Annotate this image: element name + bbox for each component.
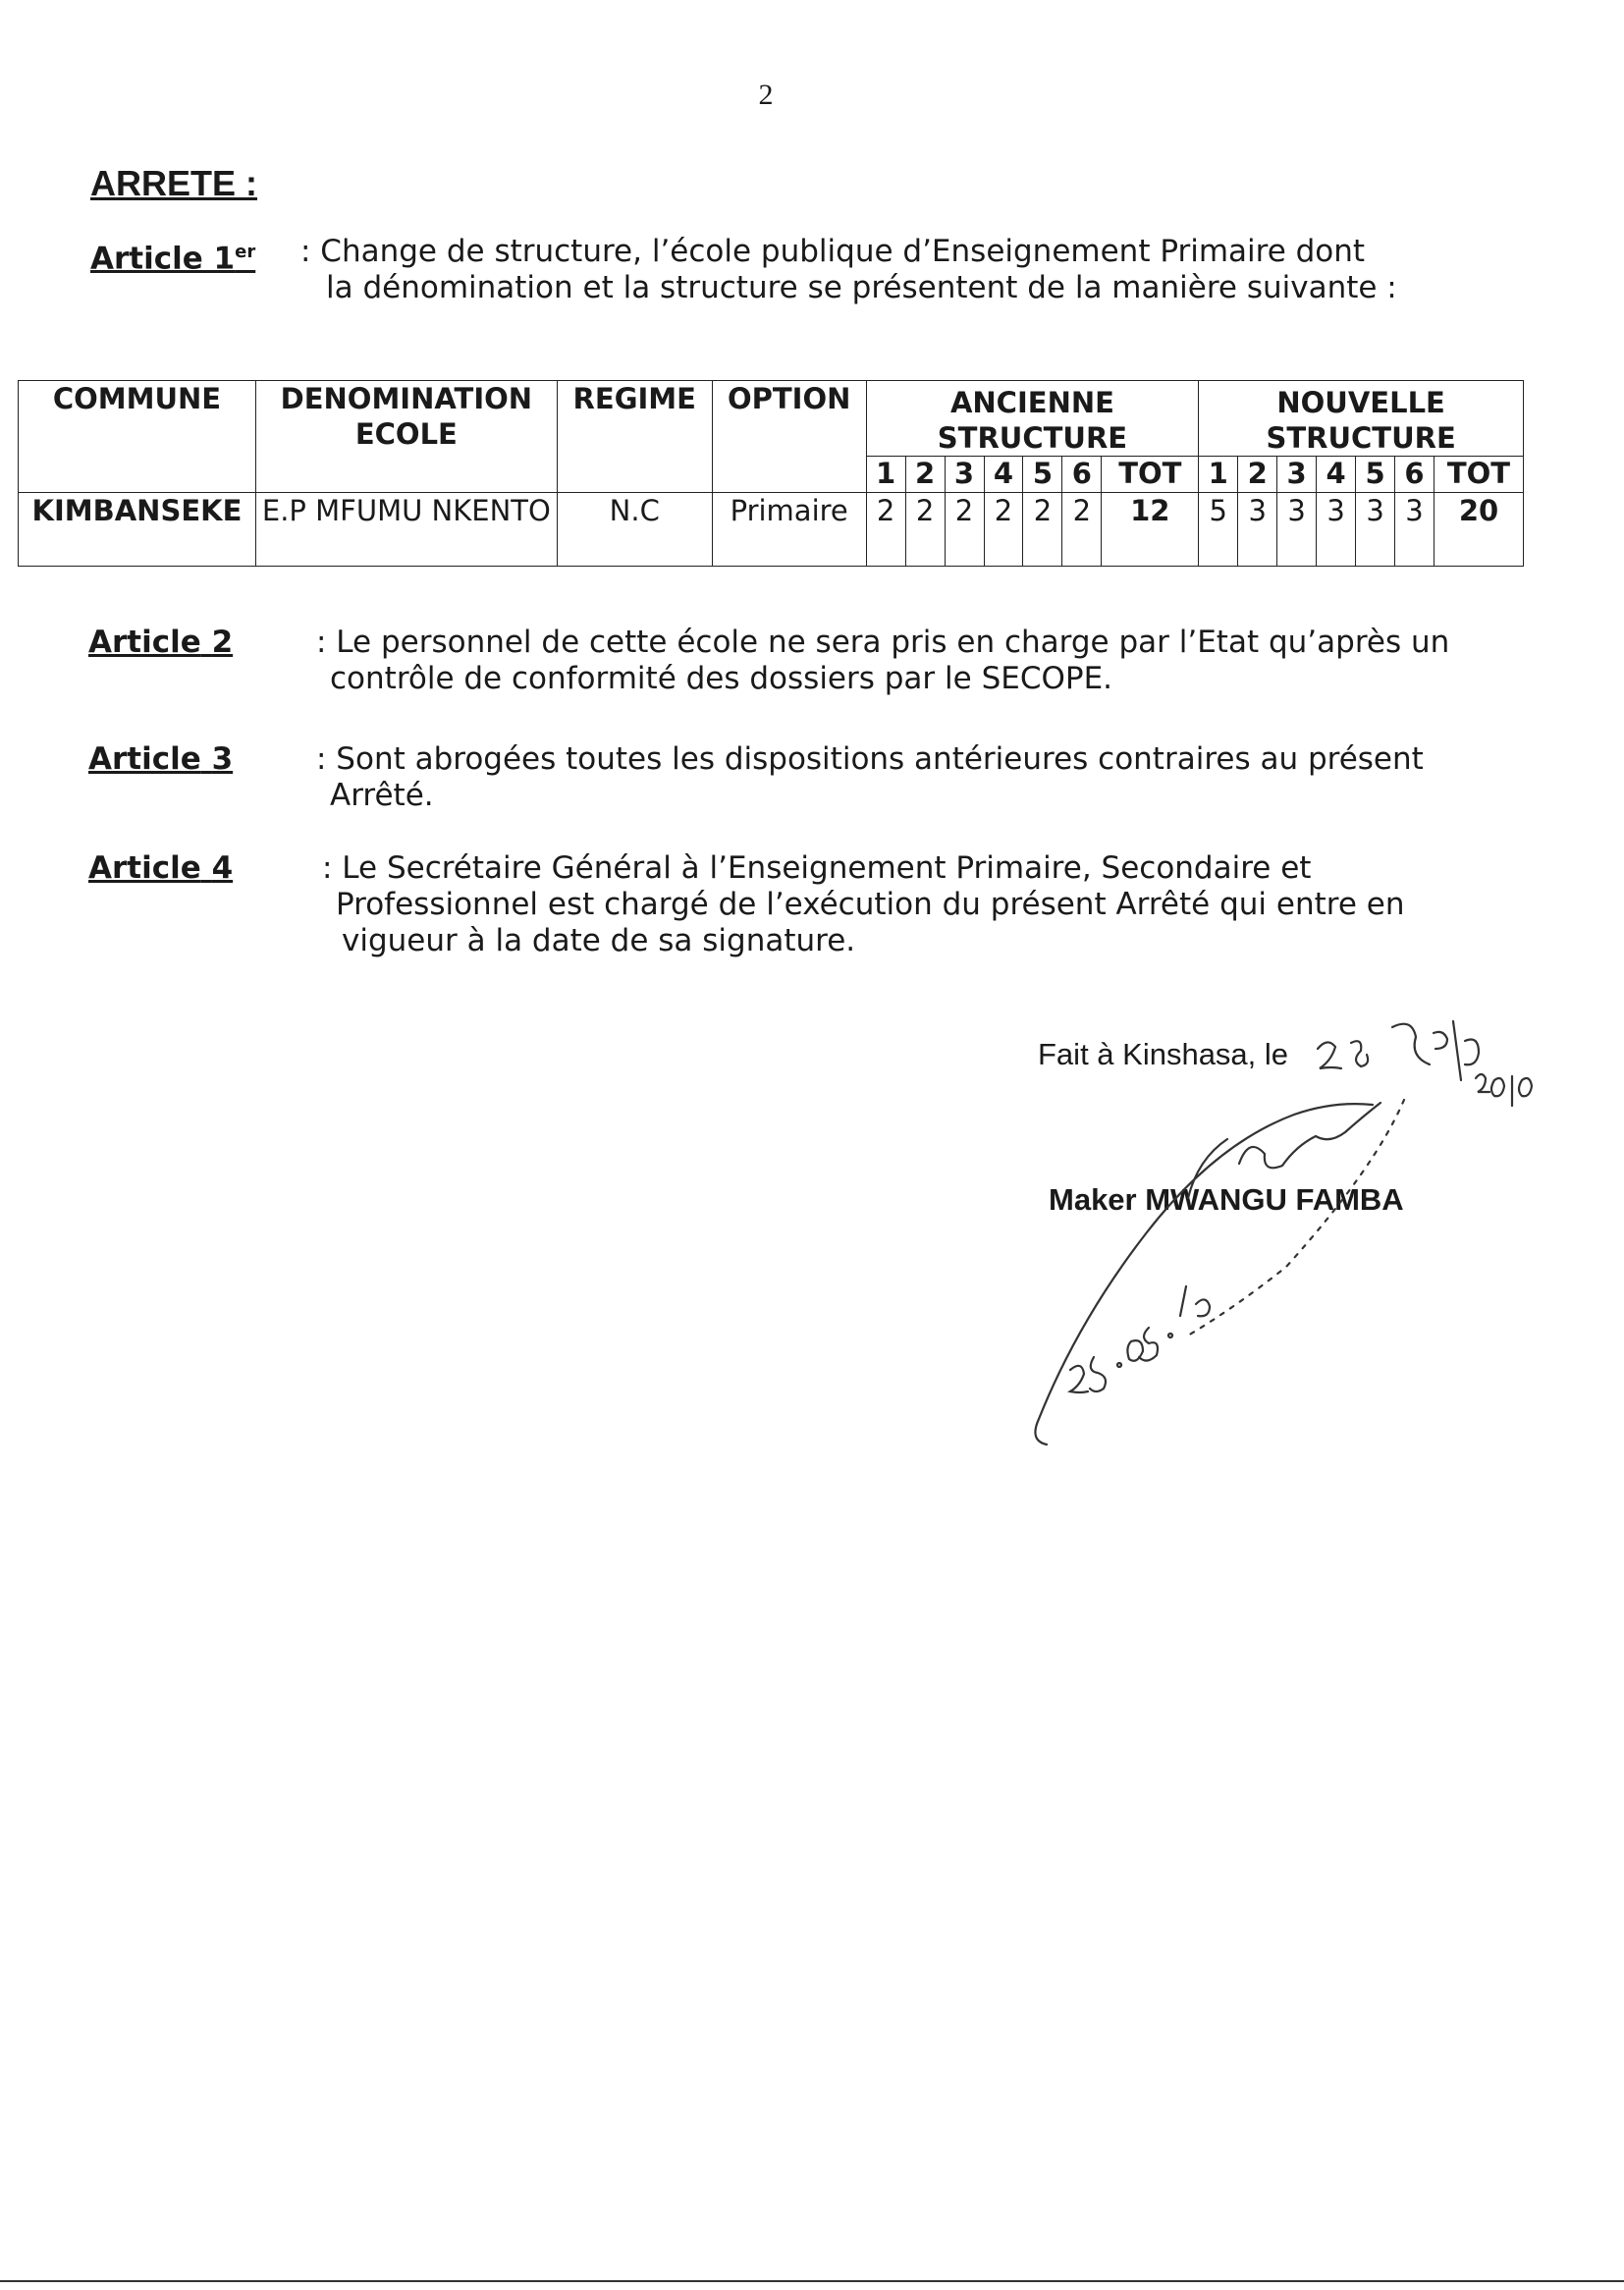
- sub-header: 3: [945, 457, 984, 493]
- article-2-line: : Le personnel de cette école ne sera pris en charge par l’Etat qu’après un: [316, 625, 1450, 660]
- cell-ancienne: 2: [945, 493, 984, 567]
- article-4-text: [322, 850, 1404, 959]
- cell-ancienne-tot: 12: [1102, 493, 1199, 567]
- cell-denomination: E.P MFUMU NKENTO: [255, 493, 557, 567]
- cell-option: Primaire: [712, 493, 866, 567]
- article-4-line: Professionnel est chargé de l’exécution du présent Arrêté qui entre en: [336, 887, 1405, 922]
- header-ancienne-structure: ANCIENNE STRUCTURE: [866, 381, 1199, 457]
- sub-header: 2: [905, 457, 945, 493]
- article-1-label: Article 1er: [90, 241, 256, 277]
- cell-ancienne: 2: [866, 493, 905, 567]
- article-2-line: contrôle de conformité des dossiers par le SECOPE.: [330, 661, 1113, 696]
- header-regime: REGIME: [557, 381, 712, 493]
- arrete-heading: ARRETE :: [90, 163, 257, 203]
- cell-nouvelle: 3: [1238, 493, 1277, 567]
- cell-nouvelle: 3: [1395, 493, 1435, 567]
- school-structure-table: [18, 380, 1524, 567]
- cell-ancienne: 2: [1023, 493, 1062, 567]
- table-row: [19, 493, 1524, 567]
- article-3-text: [316, 741, 1424, 814]
- sub-header: 4: [1317, 457, 1356, 493]
- article-3-label: Article 3: [88, 741, 234, 777]
- article-4-line: vigueur à la date de sa signature.: [342, 923, 856, 958]
- sub-header: 6: [1395, 457, 1435, 493]
- article-1-line: la dénomination et la structure se présentent de la manière suivante :: [326, 270, 1397, 305]
- cell-nouvelle: 3: [1277, 493, 1317, 567]
- article-1-line: : Change de structure, l’école publique d’Enseignement Primaire dont: [300, 234, 1366, 269]
- header-commune: COMMUNE: [19, 381, 256, 493]
- header-nouvelle-structure: NOUVELLE STRUCTURE: [1199, 381, 1524, 457]
- article-4-line: : Le Secrétaire Général à l’Enseignement Primaire, Secondaire et: [322, 850, 1312, 886]
- page-number: 2: [758, 79, 774, 111]
- article-1-superscript: er: [235, 242, 256, 262]
- sub-header: TOT: [1102, 457, 1199, 493]
- article-4-label: Article 4: [88, 850, 234, 886]
- sub-header: TOT: [1434, 457, 1523, 493]
- cell-ancienne: 2: [1062, 493, 1102, 567]
- header-option: OPTION: [712, 381, 866, 493]
- signatory-name: Maker MWANGU FAMBA: [1049, 1182, 1404, 1217]
- cell-nouvelle-tot: 20: [1434, 493, 1523, 567]
- cell-regime: N.C: [557, 493, 712, 567]
- cell-nouvelle: 3: [1356, 493, 1395, 567]
- article-1-text: [300, 234, 1397, 306]
- sub-header: 5: [1023, 457, 1062, 493]
- cell-nouvelle: 3: [1317, 493, 1356, 567]
- header-denomination: DENOMINATION ECOLE: [255, 381, 557, 493]
- footer-rule: [0, 2280, 1624, 2282]
- sub-header: 6: [1062, 457, 1102, 493]
- sub-header: 2: [1238, 457, 1277, 493]
- sub-header: 4: [984, 457, 1023, 493]
- article-3-line: : Sont abrogées toutes les dispositions antérieures contraires au présent: [316, 741, 1424, 777]
- sub-header: 1: [866, 457, 905, 493]
- article-3-line: Arrêté.: [330, 778, 434, 813]
- sub-header: 5: [1356, 457, 1395, 493]
- cell-commune: KIMBANSEKE: [19, 493, 256, 567]
- sub-header: 3: [1277, 457, 1317, 493]
- cell-ancienne: 2: [905, 493, 945, 567]
- article-2-label: Article 2: [88, 625, 234, 660]
- cell-ancienne: 2: [984, 493, 1023, 567]
- cell-nouvelle: 5: [1199, 493, 1238, 567]
- article-2-text: [316, 625, 1449, 697]
- place-date-line: Fait à Kinshasa, le: [1038, 1037, 1289, 1071]
- sub-header: 1: [1199, 457, 1238, 493]
